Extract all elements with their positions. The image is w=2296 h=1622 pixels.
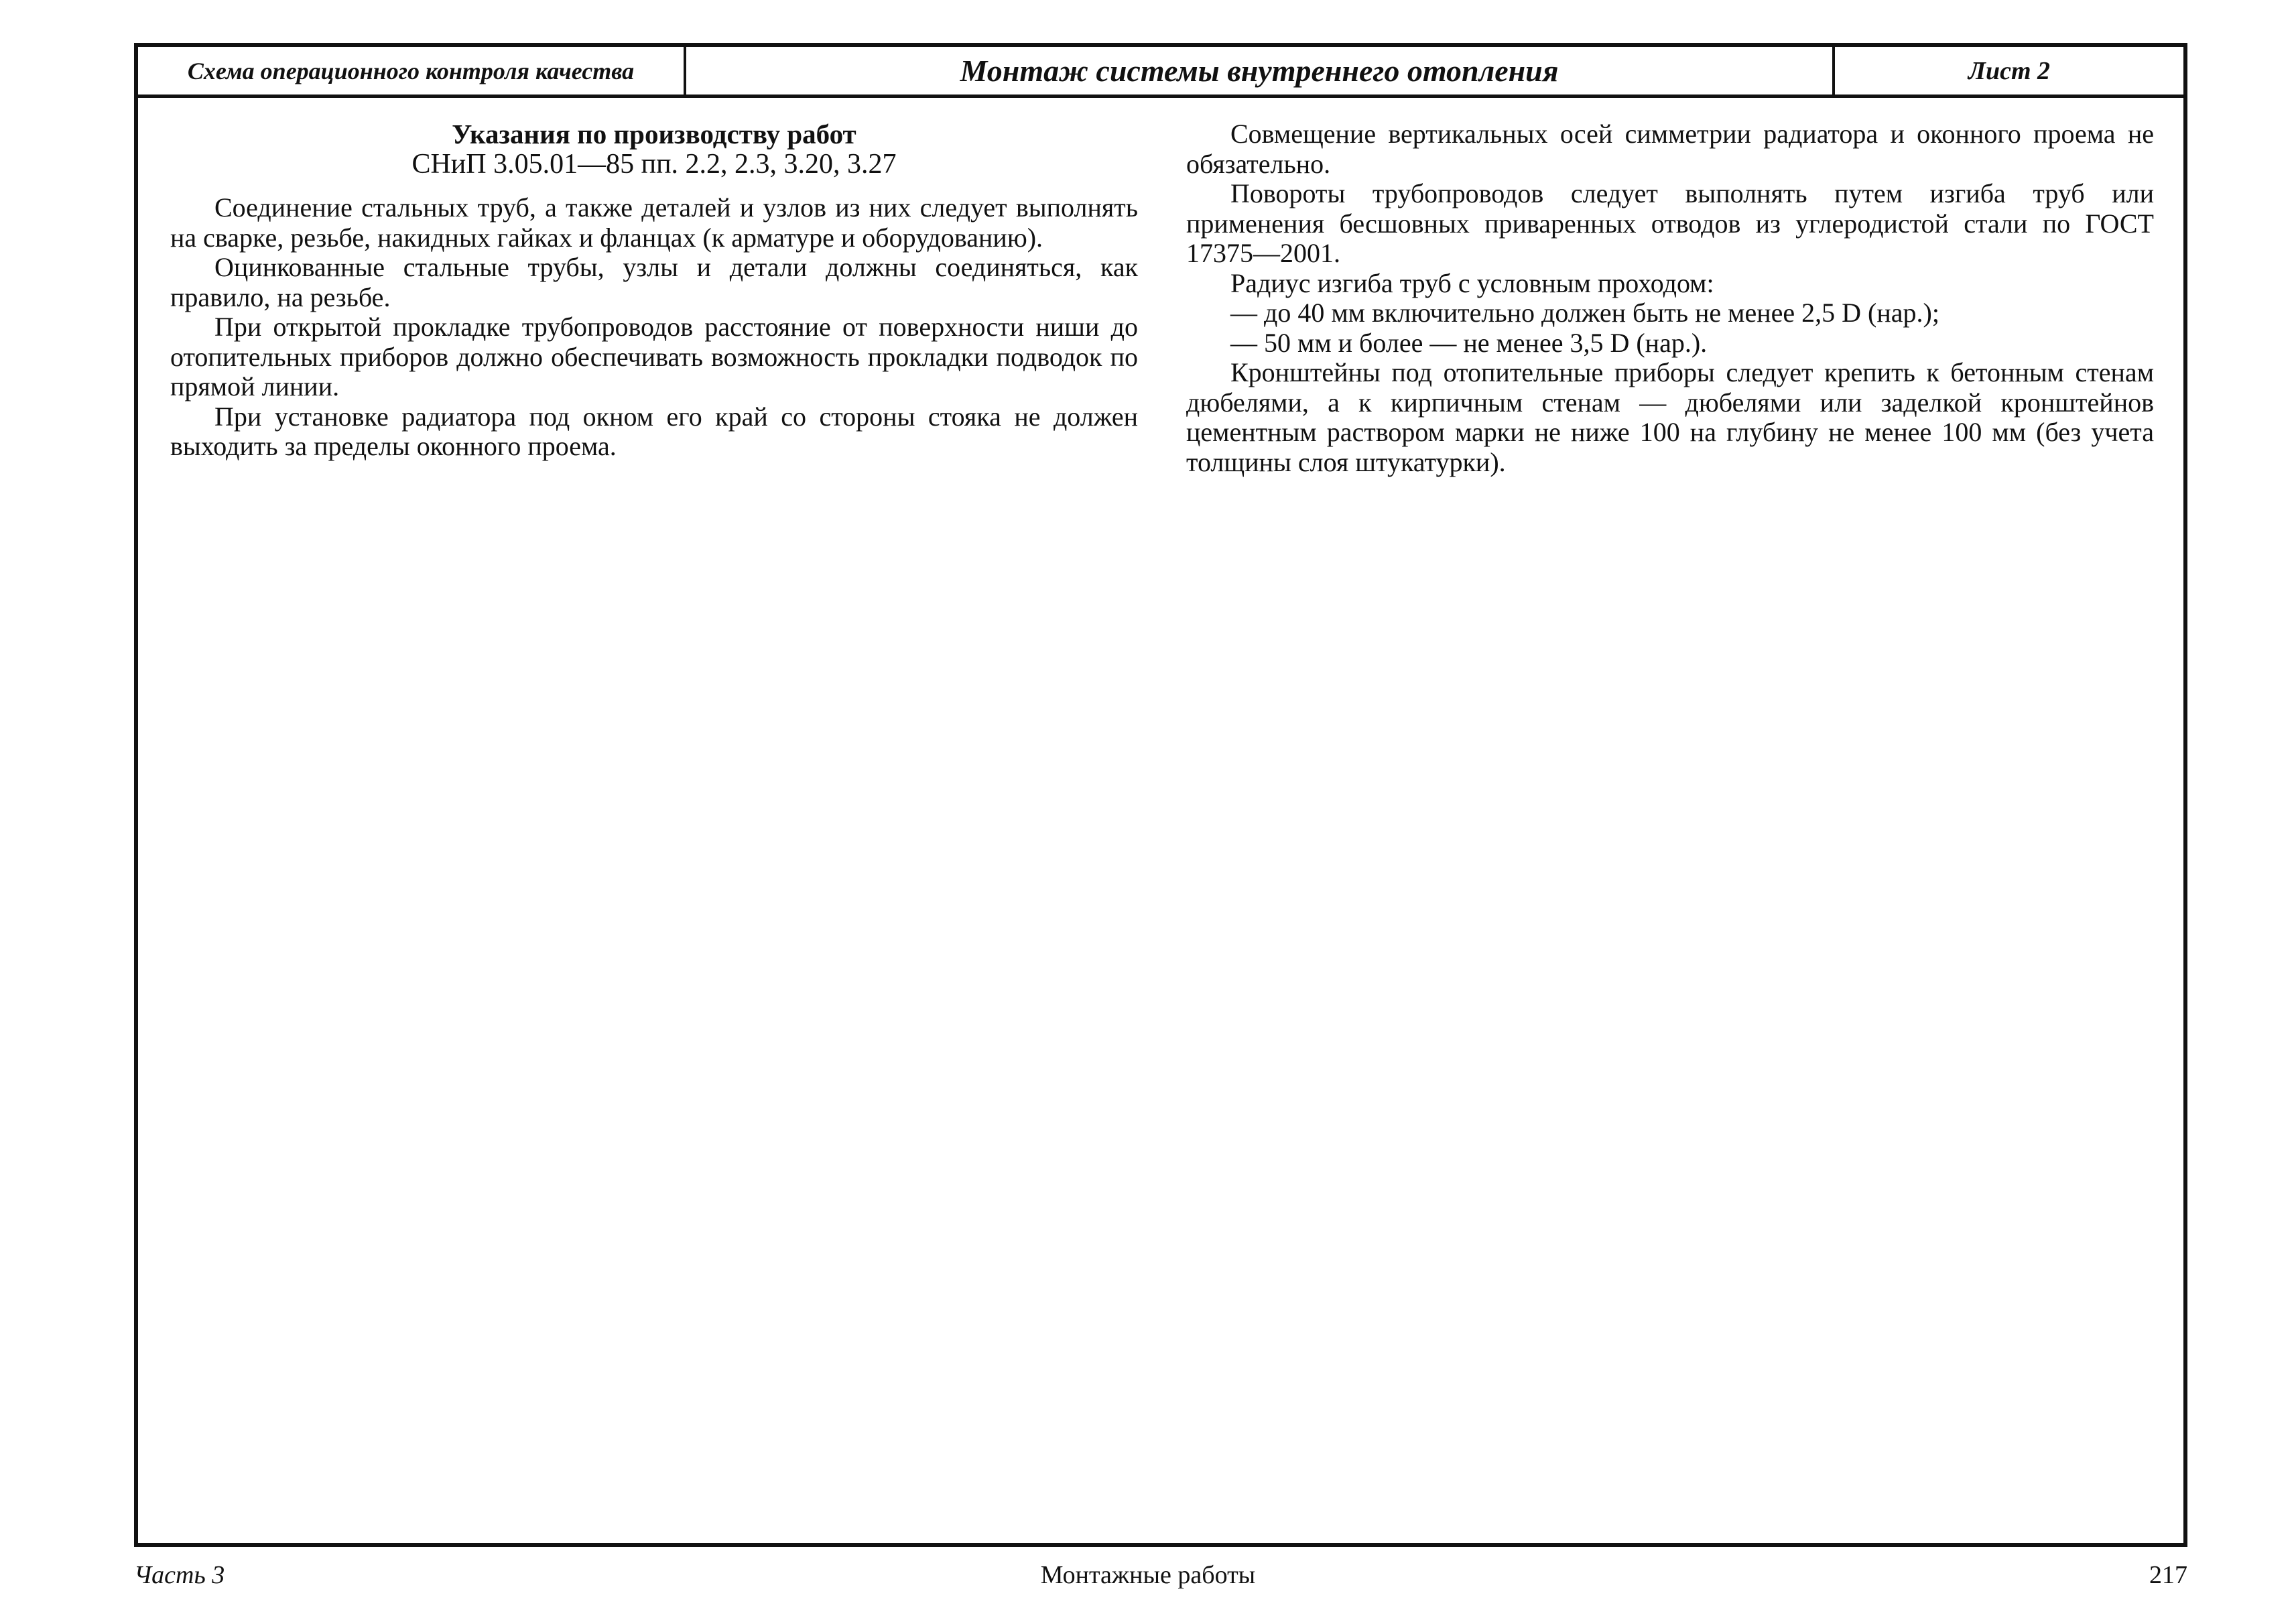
paragraph: Совмещение вертикальных осей симметрии радиатора и оконного проема не обязательно. (1186, 119, 2154, 179)
header-title: Монтаж системы внутреннего отопления (686, 47, 1835, 95)
list-item: — до 40 мм включительно должен быть не менее 2,5 D (нар.); (1230, 298, 1939, 328)
page-number: 217 (2149, 1561, 2187, 1589)
paragraph: При установке радиатора под окном его край со стороны стояка не должен выходить за пределы оконного проема. (170, 401, 1138, 461)
section-title: Указания по производству работ (452, 119, 856, 149)
footer-part: Часть 3 (134, 1561, 225, 1589)
section-reference: СНиП 3.05.01—85 пп. 2.2, 2.3, 3.20, 3.27 (411, 149, 897, 180)
footer-section-title: Монтажные работы (1040, 1561, 1256, 1589)
paragraph: Соединение стальных труб, а также деталей и узлов из них следует выполнять на сварке, резьбе, накидных гайках и фланцах (к арматуре и оборудованию). (170, 192, 1138, 253)
paragraph: Радиус изгиба труб с условным проходом: (1230, 267, 1714, 298)
paragraph: Оцинкованные стальные трубы, узлы и детали должны соединяться, как правило, на резьбе. (170, 252, 1138, 312)
left-column (170, 119, 1138, 477)
list-item: — 50 мм и более — не менее 3,5 D (нар.). (1230, 327, 1708, 358)
section-heading (170, 119, 1138, 180)
paragraph: При открытой прокладке трубопроводов расстояние от поверхности ниши до отопительных приборов должно обеспечивать возможность прокладки подводок по прямой линии. (170, 312, 1138, 401)
header-row (138, 47, 2183, 98)
header-document-type: Схема операционного контроля качества (138, 47, 686, 95)
right-column (1186, 119, 2154, 477)
header-sheet-number: Лист 2 (1968, 56, 2051, 85)
paragraph: Повороты трубопроводов следует выполнять путем изгиба труб или применения бесшовных приваренных отводов из углеродистой стали по ГОСТ 17375—2001. (1186, 178, 2154, 268)
content-columns (170, 119, 2154, 477)
paragraph: Кронштейны под отопительные приборы следует крепить к бетонным стенам дюбелями, а к кирпичным стенам — дюбелями или заделкой кронштейнов цементным раствором марки не ниже 100 на глубину не менее 100 мм (без учета толщины слоя штукатурки). (1186, 357, 2154, 477)
sheet-frame (134, 43, 2187, 1547)
